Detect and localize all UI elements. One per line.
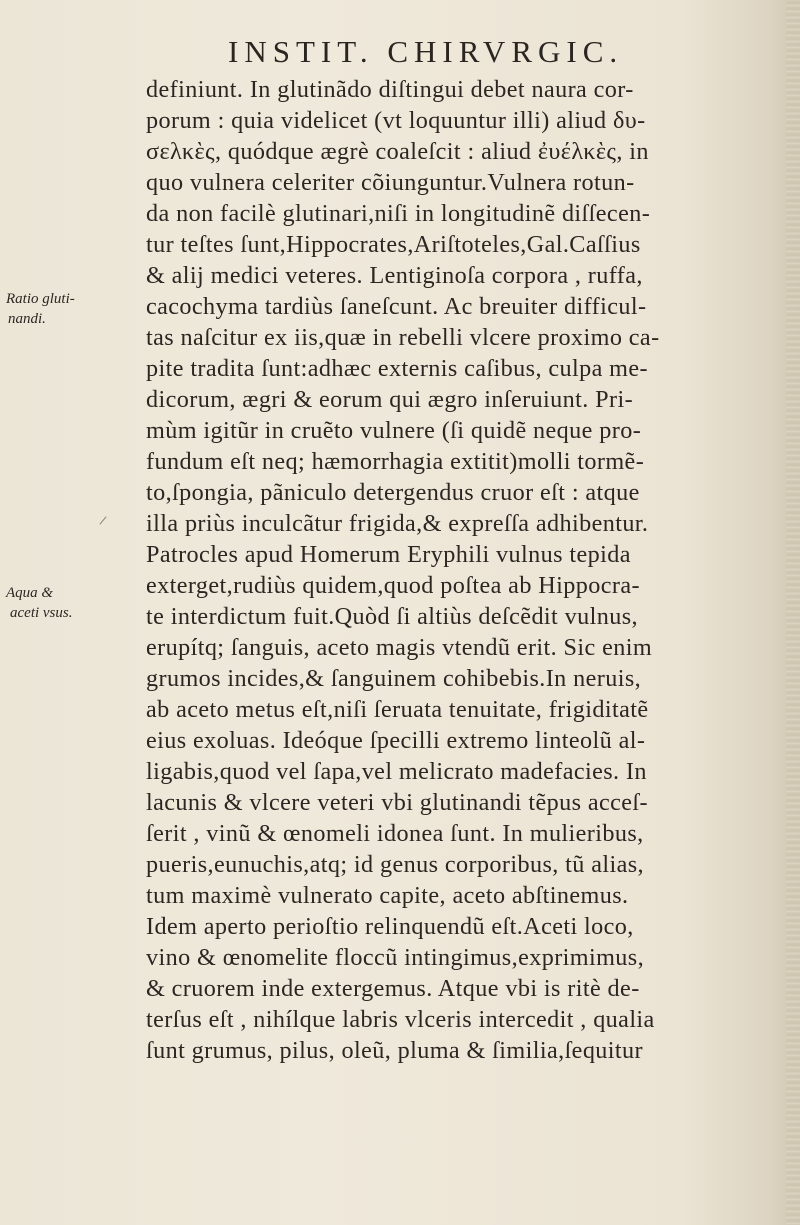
- marginal-note-aqua-aceti: [6, 583, 72, 623]
- text-line: mùm igitũr in cruẽto vulnere (ſi quidẽ neque pro-: [146, 417, 642, 444]
- text-line: tur teſtes ſunt,Hippocrates,Ariſtoteles,Gal.Caſſius: [146, 231, 641, 258]
- text-line: dicorum, ægri & eorum qui ægro inſeruiunt. Pri-: [146, 386, 634, 413]
- text-line: vino & œnomelite floccũ intingimus,exprimimus,: [146, 944, 645, 971]
- text-line: to,ſpongia, pãniculo detergendus cruor eſt : atque: [146, 479, 640, 506]
- text-line: σελκὲς, quódque ægrè coaleſcit : aliud ἐυέλκὲς, in: [146, 138, 649, 165]
- text-line: ſunt grumus, pilus, oleũ, pluma & ſimilia,ſequitur: [146, 1037, 643, 1064]
- marginal-note-line: Aqua &: [6, 585, 54, 601]
- marginal-note-line: Ratio gluti-: [6, 291, 75, 307]
- marginal-note-line: aceti vsus.: [10, 605, 73, 621]
- text-line: Patrocles apud Homerum Eryphili vulnus tepida: [146, 541, 631, 568]
- text-line: ligabis,quod vel ſapa,vel melicrato madefacies. In: [146, 758, 647, 785]
- text-line: tas naſcitur ex iis,quæ in rebelli vlcere proximo ca-: [146, 324, 660, 351]
- text-line: terſus eſt , nihílque labris vlceris intercedit , qualia: [146, 1006, 655, 1033]
- page-edge: [786, 0, 800, 1225]
- text-line: illa priùs inculcãtur frigida,& expreſſa adhibentur.: [146, 510, 649, 537]
- text-line: eius exoluas. Ideóque ſpecilli extremo linteolũ al-: [146, 727, 646, 754]
- text-line: Idem aperto perioſtio relinquendũ eſt.Aceti loco,: [146, 913, 634, 940]
- text-line: & alij medici veteres. Lentiginoſa corpora , ruffa,: [146, 262, 643, 289]
- text-line: quo vulnera celeriter cõiunguntur.Vulnera rotun-: [146, 169, 635, 196]
- text-line: erupítq; ſanguis, aceto magis vtendũ erit. Sic enim: [146, 634, 653, 661]
- text-line: & cruorem inde extergemus. Atque vbi is ritè de-: [146, 975, 640, 1002]
- text-line: da non facilè glutinari,niſi in longitudinẽ diſſecen-: [146, 200, 651, 227]
- marginal-note-line: nandi.: [8, 311, 46, 327]
- text-line: tum maximè vulnerato capite, aceto abſtinemus.: [146, 882, 629, 909]
- marginal-note-ratio-glutinandi: [6, 289, 75, 329]
- text-line: fundum eſt neq; hæmorrhagia extitit)molli tormẽ-: [146, 448, 645, 475]
- text-line: lacunis & vlcere veteri vbi glutinandi tẽpus acceſ-: [146, 789, 648, 816]
- text-line: ab aceto metus eſt,niſi ſeruata tenuitate, frigiditatẽ: [146, 696, 649, 723]
- text-line: grumos incides,& ſanguinem cohibebis.In neruis,: [146, 665, 642, 692]
- running-head: INSTIT. CHIRVRGIC.: [228, 34, 624, 69]
- text-line: exterget,rudiùs quidem,quod poſtea ab Hippocra-: [146, 572, 640, 599]
- ink-mark: [99, 516, 106, 524]
- text-line: te interdictum fuit.Quòd ſi altiùs deſcẽdit vulnus,: [146, 603, 638, 630]
- text-line: porum : quia videlicet (vt loquuntur illi) aliud δυ-: [146, 107, 646, 134]
- body-text: [146, 74, 786, 1066]
- text-line: pueris,eunuchis,atq; id genus corporibus, tũ alias,: [146, 851, 645, 878]
- text-line: definiunt. In glutinãdo diſtingui debet naura cor-: [146, 76, 634, 103]
- text-line: cacochyma tardiùs ſaneſcunt. Ac breuiter difficul-: [146, 293, 647, 320]
- text-line: ſerit , vinũ & œnomeli idonea ſunt. In mulieribus,: [146, 820, 644, 847]
- text-line: pite tradita ſunt:adhæc externis caſibus, culpa me-: [146, 355, 648, 382]
